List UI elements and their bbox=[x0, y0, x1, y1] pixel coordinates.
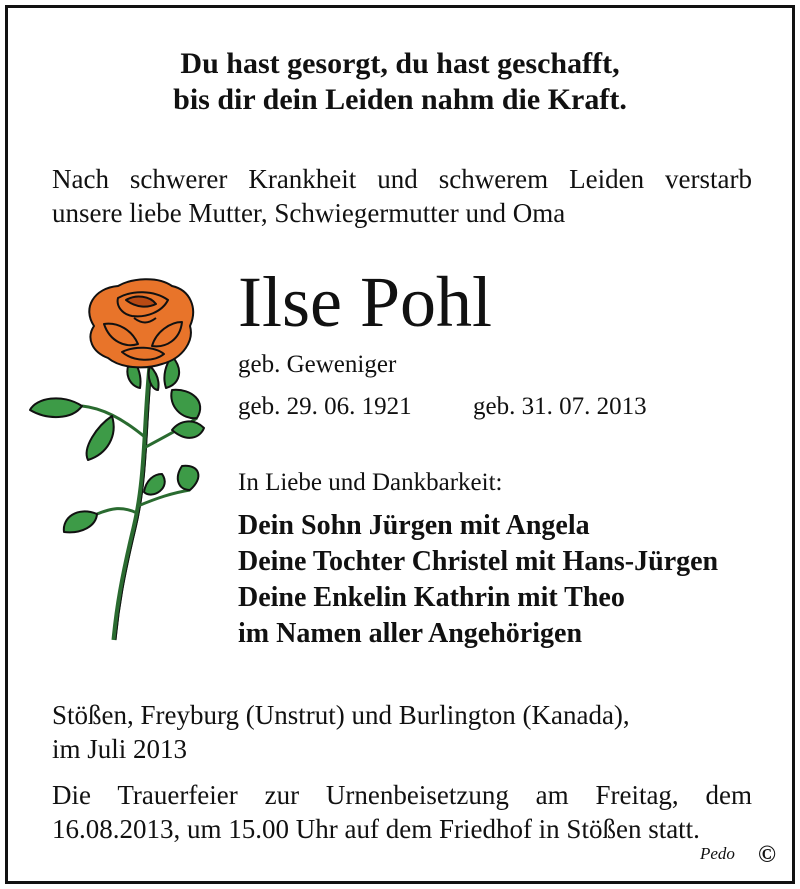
family-line-2: Deine Tochter Christel mit Hans-Jürgen bbox=[238, 546, 719, 577]
intro-line-2: unsere liebe Mutter, Schwiegermutter und Oma bbox=[52, 198, 566, 228]
dedication: In Liebe und Dankbarkeit: bbox=[238, 469, 503, 496]
family-line-1: Dein Sohn Jürgen mit Angela bbox=[238, 510, 590, 541]
place-line-1: Stößen, Freyburg (Unstrut) und Burlington (Kanada), bbox=[52, 700, 630, 730]
service-line-2: 16.08.2013, um 15.00 Uhr auf dem Friedhof in Stößen statt. bbox=[52, 814, 700, 844]
family-line-3: Deine Enkelin Kathrin mit Theo bbox=[238, 582, 625, 613]
birth-date: geb. 29. 06. 1921 bbox=[238, 393, 412, 420]
maiden-name: geb. Geweniger bbox=[238, 351, 397, 378]
death-date: geb. 31. 07. 2013 bbox=[473, 393, 647, 420]
intro-line-1 bbox=[52, 162, 752, 196]
copyright-mark: © bbox=[758, 842, 776, 868]
family-line-4: im Namen aller Angehörigen bbox=[238, 618, 583, 649]
intro-line-1-text: Nach schwerer Krankheit und schwerem Leiden verstarb bbox=[52, 164, 752, 194]
place-line-2: im Juli 2013 bbox=[52, 734, 188, 764]
service-line-1-text: Die Trauerfeier zur Urnenbeisetzung am Freitag, dem bbox=[52, 780, 752, 810]
deceased-name: Ilse Pohl bbox=[238, 262, 493, 342]
rose-illustration bbox=[22, 278, 222, 648]
designer-signature: Pedo bbox=[700, 844, 735, 863]
service-line-1 bbox=[52, 778, 752, 812]
motto-line-1: Du hast gesorgt, du hast geschafft, bbox=[180, 47, 620, 80]
motto-line-2: bis dir dein Leiden nahm die Kraft. bbox=[173, 83, 627, 116]
